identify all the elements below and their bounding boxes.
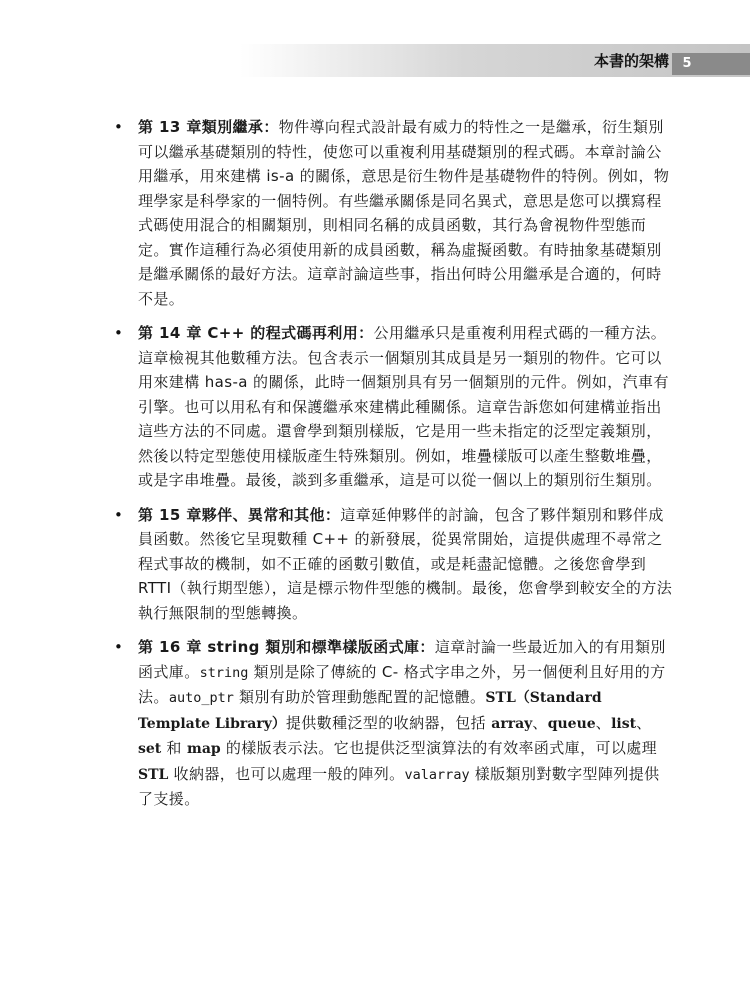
- chapter-description-part: 類別有助於管理動態配置的記憶體。: [233, 688, 486, 706]
- chapter-description: 物件導向程式設計最有威力的特性之一是繼承，衍生類別可以繼承基礎類別的特性，使您可以重複利用基礎類別的程式碼。本章討論公用繼承，用來建構 is-a 的關係，意思是衍生物件是基礎物件的特例。例如，物理學家是科學家的一個特例。有些繼承關係是同名異式，意思是您可以撰寫程式碼使用混合的相關類別，則相同名稱的成員函數，其行為會視物件型態而定。實作這種行為必須使用新的成員函數，稱為虛擬函數。有時抽象基礎類別是繼承關係的最好方法。這章討論這些事，指出何時公用繼承是合適的，何時不是。: [138, 118, 670, 308]
- chapter-description-part: 這章討論一些最近加入的有用類別函式庫。: [138, 638, 666, 681]
- chapter-list: [114, 115, 674, 822]
- chapter-description-part: 樣版類別對數字型陣列提供了支援。: [138, 764, 660, 808]
- code-term-valarray: valarray: [404, 766, 470, 783]
- chapter-item-15: [114, 503, 674, 626]
- stl-term: STL: [138, 766, 169, 783]
- code-term-auto-ptr: auto_ptr: [168, 690, 234, 706]
- stl-term: STL（Standard Template Library）: [138, 690, 602, 732]
- chapter-description-part: 的樣版表示法。它也提供泛型演算法的有效率函式庫，可以處理: [220, 739, 658, 757]
- bullet-icon: •: [114, 638, 124, 656]
- page-number: 5: [682, 56, 692, 71]
- chapter-heading: 第 15 章夥伴、異常和其他：: [138, 505, 341, 524]
- chapter-description-part: 提供數種泛型的收納器，包括: [285, 713, 492, 732]
- container-term-map: map: [187, 741, 221, 757]
- chapter-item-13: [114, 115, 674, 311]
- bullet-icon: •: [114, 505, 124, 524]
- chapter-description: 公用繼承只是重複利用程式碼的一種方法。這章檢視其他數種方法。包含表示一個類別其成員是另一類別的物件。它可以用來建構 has-a 的關係，此時一個類別具有另一個類別的元件。例如，汽車有引擎。也可以用私有和保護繼承來建構此種關係。這章告訴您如何建構並指出這些方法的不同處。還會學到類別樣版，它是用一些未指定的泛型定義類別，然後以特定型態使用樣版產生特殊類別。例如，堆疊樣版可以產生整數堆疊，或是字串堆疊。最後，談到多重繼承，這是可以從一個以上的類別衍生類別。: [138, 324, 669, 489]
- separator: 、: [532, 713, 548, 732]
- bullet-icon: •: [114, 118, 124, 136]
- chapter-description-part: 類別是除了傳統的 C- 格式字串之外，另一個便利且好用的方法。: [138, 662, 666, 706]
- bullet-icon: •: [114, 324, 124, 342]
- chapter-item-16: [114, 635, 674, 812]
- chapter-item-14: [114, 321, 674, 493]
- code-term-string: string: [199, 664, 249, 681]
- container-term-set: set: [138, 741, 162, 757]
- chapter-description: 這章延伸夥伴的討論，包含了夥伴類別和夥伴成員函數。然後它呈現數種 C++ 的新發展，從異常開始，這提供處理不尋常之程式事故的機制，如不正確的函數引數值，或是耗盡記憶體。之後您會學到 RTTI（執行期型態），這是標示物件型態的機制。最後，您會學到較安全的方法執行無限制的型態轉換。: [138, 505, 673, 622]
- container-term-array: array: [491, 715, 533, 732]
- chapter-heading: 第 13 章類別繼承：: [138, 118, 279, 136]
- running-header-title: 本書的架構: [593, 52, 669, 70]
- chapter-heading: 第 14 章 C++ 的程式碼再利用：: [138, 324, 374, 342]
- chapter-description-part: 和: [161, 739, 188, 757]
- separator: 、: [636, 713, 652, 732]
- container-term-list: list: [611, 715, 637, 732]
- chapter-heading: 第 16 章 string 類別和標準樣版函式庫：: [138, 638, 435, 656]
- separator: 、: [595, 713, 612, 732]
- container-term-queue: queue: [547, 715, 596, 732]
- chapter-description-part: 收納器，也可以處理一般的陣列。: [168, 764, 405, 783]
